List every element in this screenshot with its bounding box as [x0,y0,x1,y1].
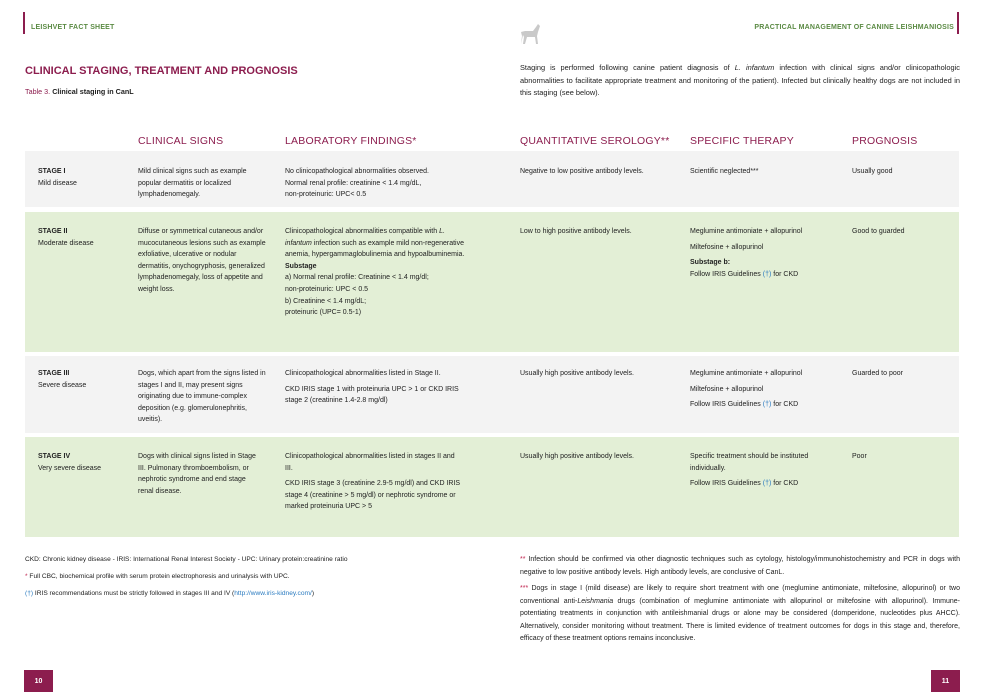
footnote-text: drugs (combination of meglumine antimoniate with allopurinol or miltefosine with allopurinol). Immune-potentiating treatments in conjunction with antileishmanial drugs or alone may be considered (domperidone, nucleotides plus AHCC). Alternatively, consider monitoring without treatment. There is limited evidence of treatment outcomes for dogs in this stage and, therefore, efficacy of these treatment options remains inconclusive. [520,597,961,643]
section-title: CLINICAL STAGING, TREATMENT AND PROGNOSIS [25,65,298,77]
prognosis-cell: Guarded to poor [852,370,903,377]
footnote-dagger [25,588,485,599]
lab-findings-cell [285,451,463,513]
footnote-text: Dogs in stage I (mild disease) are likely to require short treatment with one (meglumine antimoniate, miltefosine, allopurinol) or two conventional anti- [520,585,960,605]
footnote-triple-star [520,583,960,646]
lab-text: Clinicopathological abnormalities compatible with [285,228,440,235]
lab-substage-heading: Substage [285,262,317,270]
prognosis-cell: Usually good [852,168,893,175]
lab-findings-cell [285,368,460,407]
footnote-mark: *** [520,585,529,592]
footnote-mark: ** [520,556,526,563]
dog-icon [517,22,543,46]
therapy-line: Meglumine antimoniate + allopurinol [690,228,803,235]
iris-text: for CKD [771,480,799,488]
lab-line: non-proteinuric: UPC< 0.5 [285,191,367,199]
serology-cell: Negative to low positive antibody levels. [520,168,644,175]
therapy-cell [690,226,840,280]
serology-cell: Usually high positive antibody levels. [520,370,635,377]
footnote-mark: * [25,573,28,580]
table-caption [25,87,134,96]
therapy-cell [690,368,840,411]
therapy-substage: Substage b: [690,259,731,267]
footnote-text: ) [311,590,315,597]
stage-name: STAGE III [38,370,70,377]
table-caption-text: Clinical staging in CanL [52,87,134,96]
lab-paragraph: CKD IRIS stage 1 with proteinuria UPC > 1 or CKD IRIS stage 2 (creatinine 1.4-2.8 mg/dl) [285,385,459,405]
stage-label [38,226,130,249]
lab-paragraph: Clinicopathological abnormalities listed in stages II and III. [285,453,455,472]
stage-desc: Moderate disease [38,239,94,247]
serology-cell: Low to high positive antibody levels. [520,228,632,235]
therapy-cell [690,451,820,490]
therapy-iris-line [690,269,840,281]
stage-desc: Mild disease [38,179,77,187]
lab-line: No clinicopathological abnormalities observed. [285,168,429,175]
iris-text: Follow IRIS Guidelines [690,270,763,278]
lab-species: L. infantum [285,228,445,247]
col-prognosis: PROGNOSIS [852,135,918,147]
dagger-mark: (†) [762,480,772,488]
footnote-text: Full CBC, biochemical profile with serum protein electrophoresis and urinalysis with UPC. [27,573,290,580]
iris-text: for CKD [771,270,799,278]
stage-label [38,368,130,391]
therapy-cell: Scientific neglected*** [690,168,759,175]
therapy-line: Miltefosine + allopurinol [690,385,764,393]
stage-name: STAGE IV [38,453,71,460]
lab-line: b) Creatinine < 1.4 mg/dL; [285,297,367,305]
therapy-iris-line [690,399,840,411]
clinical-signs-cell: Dogs, which apart from the signs listed in stages I and II, may present signs originating due to immune-complex deposition (e.g. glomerulonephritis, uveitis). [138,370,266,424]
page-number-right: 11 [931,670,960,692]
stage-name: STAGE I [38,168,66,175]
right-running-header: PRACTICAL MANAGEMENT OF CANINE LEISHMANIOSIS [754,24,954,31]
lab-findings-cell [285,226,465,319]
iris-text: for CKD [771,401,799,409]
lab-paragraph: CKD IRIS stage 3 (creatinine 2.9-5 mg/dl) and CKD IRIS stage 4 (creatinine > 5 mg/dl) or nephrotic syndrome or marked proteinuria UPC > 5 [285,480,461,511]
serology-cell: Usually high positive antibody levels. [520,453,635,460]
lab-paragraph: Clinicopathological abnormalities listed in Stage II. [285,370,441,377]
stage-desc: Severe disease [38,381,87,389]
intro-paragraph [520,62,960,100]
iris-text: Follow IRIS Guidelines [690,401,763,409]
dagger-mark: (†) [762,401,772,409]
lab-line: proteinuric (UPC= 0.5-1) [285,309,362,317]
stage-label [38,166,130,189]
lab-line: a) Normal renal profile: Creatinine < 1.4 mg/dl; [285,274,429,282]
footnote-star [25,571,485,582]
page-number-left: 10 [24,670,53,692]
right-header-rule [957,12,959,34]
stage-label [38,451,130,474]
col-therapy: SPECIFIC THERAPY [690,135,794,147]
footnote-genus: Leishmania [577,597,614,605]
lab-line: non-proteinuric: UPC < 0.5 [285,285,369,293]
iris-text: Follow IRIS Guidelines [690,480,763,488]
lab-findings-cell [285,166,485,201]
intro-species: L. infantum [734,63,775,72]
clinical-signs-cell: Dogs with clinical signs listed in Stage III. Pulmonary thromboembolism, or nephrotic syndrome and end stage renal disease. [138,453,256,495]
dagger-mark: (†) [762,270,772,278]
therapy-line: Specific treatment should be instituted individually. [690,453,809,472]
col-serology: QUANTITATIVE SEROLOGY** [520,135,670,147]
stage-name: STAGE II [38,228,68,235]
col-lab-findings: LABORATORY FINDINGS* [285,135,417,147]
prognosis-cell: Good to guarded [852,228,905,235]
col-clinical-signs: CLINICAL SIGNS [138,135,224,147]
lab-text: infection such as example mild non-regenerative anemia, hypergammaglobulinemia and hypoalbuminemia. [285,239,465,259]
clinical-signs-cell: Mild clinical signs such as example popular dermatitis or localized lymphadenomegaly. [138,168,247,199]
lab-line: Normal renal profile: creatinine < 1.4 mg/dL, [285,179,422,187]
footnote-double-star [520,554,960,579]
lab-paragraph [285,226,465,261]
left-running-header: LEISHVET FACT SHEET [31,24,115,31]
intro-part-2: infection with clinical signs and/or clinicopathologic abnormalities to facilitate appropriate treatment and monitoring of the patient). Infected but clinically healthy dogs are not included in this staging (see below). [520,63,960,97]
footnote-text: IRIS recommendations must be strictly followed in stages III and IV ( [33,590,235,597]
left-header-rule [23,12,25,34]
intro-part-1: Staging is performed following canine patient diagnosis of [520,63,735,72]
stage-desc: Very severe disease [38,464,102,472]
prognosis-cell: Poor [852,453,867,460]
iris-link[interactable]: http://www.iris-kidney.com/ [234,590,312,597]
therapy-iris-line [690,478,820,490]
footnote-text: Infection should be confirmed via other diagnostic techniques such as cytology, histology/immunohistochemistry and PCR in dogs with negative to low positive antibody levels. High antibody levels, are conclusive of CanL. [520,556,960,576]
therapy-line: Miltefosine + allopurinol [690,243,764,251]
table-caption-label: Table 3. [25,87,51,96]
therapy-line: Meglumine antimoniate + allopurinol [690,370,803,377]
footnote-mark: (†) [25,590,34,597]
clinical-signs-cell: Diffuse or symmetrical cutaneous and/or mucocutaneous lesions such as example exfoliative, ulcerative or nodular dermatitis, onychogryphosis, generalized lymphadenomegaly, loss of appetite and weight loss. [138,228,266,293]
footnote-abbreviations: CKD: Chronic kidney disease - IRIS: International Renal Interest Society - UPC: Urinary protein:creatinine ratio [25,556,348,563]
